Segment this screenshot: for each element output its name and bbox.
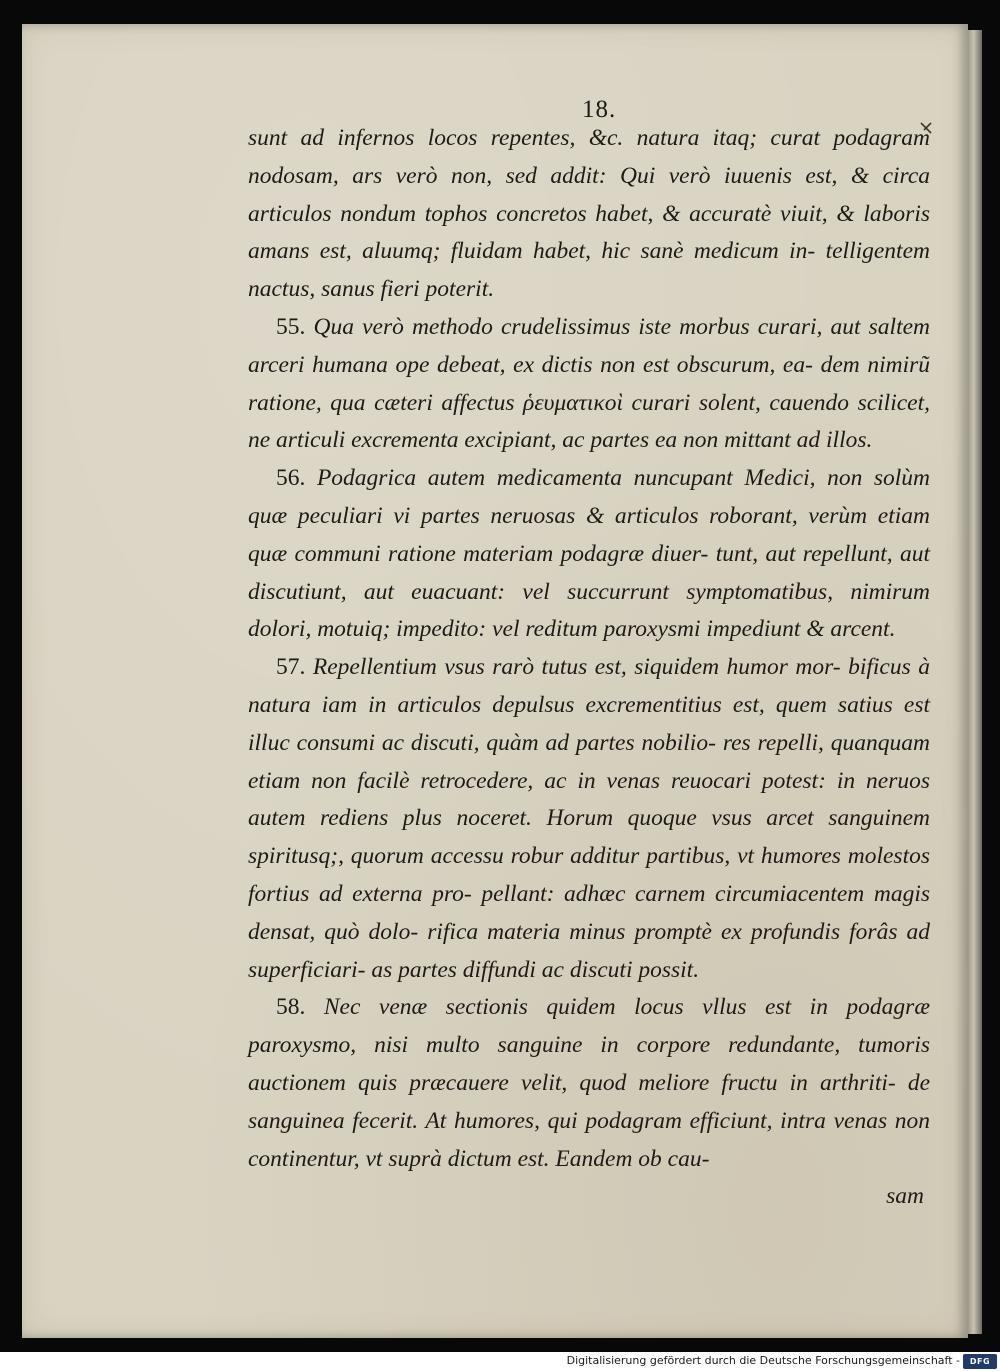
paragraph-number: 57. (276, 654, 306, 681)
text-line: rifica materia minus promptè ex profundis forâs ad superficiari- (248, 918, 931, 983)
text-line: paroxysmi impediunt & arcent. (603, 616, 896, 643)
text-line: pellant: adhæc carnem circumiacentem magis densat, quò dolo- (248, 880, 931, 945)
text-line: cauendo scilicet, ne articuli excrementa excipiant, ac partes ea (248, 389, 931, 454)
text-line: nodosam, ars verò non, sed addit: Qui verò iuuenis est, & circa (248, 162, 930, 189)
text-line: additur partibus, vt humores molestos fortius ad externa pro- (248, 843, 931, 907)
text-line: quoque vsus arcet sanguinem spiritusq;, quorum accessu robur (248, 805, 931, 870)
text-line: bificus à natura iam in articulos depulsus excrementitius est, (248, 654, 930, 718)
text-line: sunt ad infernos locos repentes, &c. natura itaq; curat podagram (248, 125, 930, 151)
dfg-logo-icon (963, 1354, 997, 1369)
paragraph-number: 55. (276, 313, 306, 340)
text-line: de sanguinea fecerit. At humores, qui podagram efficiunt, intra (248, 1069, 930, 1134)
text-line: laboris amans est, aluumq; fluidam habet, hic sanè medicum in- (248, 200, 930, 265)
text-line: telligentem nactus, sanus fieri poterit. (248, 238, 930, 303)
text-line: paroxysmo, nisi multo sanguine in corpore redundante, tumoris (248, 1032, 930, 1059)
text-block (248, 120, 930, 1216)
catchword: sam (886, 1183, 924, 1210)
text-line: tunt, aut repellunt, aut discutiunt, aut euacuant: vel succurrunt (248, 540, 930, 605)
dfg-logo-text: DFG (969, 1357, 991, 1366)
funding-credit: Digitalisierung gefördert durch die Deutsche Forschungsgemeinschaft - (566, 1354, 960, 1367)
text-line: symptomatibus, nimirum dolori, motuiq; impedito: vel reditum (248, 578, 930, 643)
page-number: 18. (582, 96, 617, 123)
text-line: reuocari potest: in neruos autem rediens plus noceret. Horum (248, 767, 930, 832)
text-line: venas non continentur, vt suprà dictum est. Eandem ob cau- (248, 1107, 931, 1172)
text-line: dem nimirũ ratione, qua cæteri affectus ῥευματικοὶ curari solent, (248, 351, 931, 416)
paragraph-58 (248, 989, 930, 1178)
text-line: as partes diffundi ac discuti possit. (371, 956, 700, 983)
text-line: quem satius est illuc consumi ac discuti, quàm ad partes nobilio- (248, 691, 930, 756)
text-line: Qua verò methodo crudelissimus iste morbus curari, aut (313, 313, 861, 340)
text-line: non solùm quæ peculiari vi partes neruosas & articulos roborant, (248, 465, 931, 529)
text-line: Nec venæ sectionis quidem locus vllus est in podagræ (323, 994, 931, 1021)
paragraph-intro (248, 120, 930, 309)
text-line: auctionem quis præcauere velit, quod meliore fructu in arthriti- (248, 1069, 896, 1096)
text-line: res repelli, quanquam etiam non facilè retrocedere, ac in venas (248, 729, 931, 794)
text-line: Repellentium vsus rarò tutus est, siquidem humor mor- (312, 654, 841, 681)
footer-bar (0, 1352, 1000, 1371)
page-edge (968, 30, 982, 1334)
text-line: Podagrica autem medicamenta nuncupant Medici, (316, 465, 816, 492)
paragraph-57 (248, 649, 930, 989)
paragraph-55 (248, 309, 930, 460)
text-line: non mittant ad illos. (683, 427, 873, 454)
text-line: saltem arceri humana ope debeat, ex dictis non est obscurum, ea- (248, 313, 931, 378)
text-line: articulos nondum tophos concretos habet, & accuratè viuit, & (248, 200, 855, 227)
paragraph-number: 56. (276, 465, 306, 492)
paragraph-56 (248, 460, 930, 649)
paragraph-number: 58. (276, 994, 306, 1021)
text-line: verùm etiam quæ communi ratione materiam podagræ diuer- (248, 502, 930, 567)
